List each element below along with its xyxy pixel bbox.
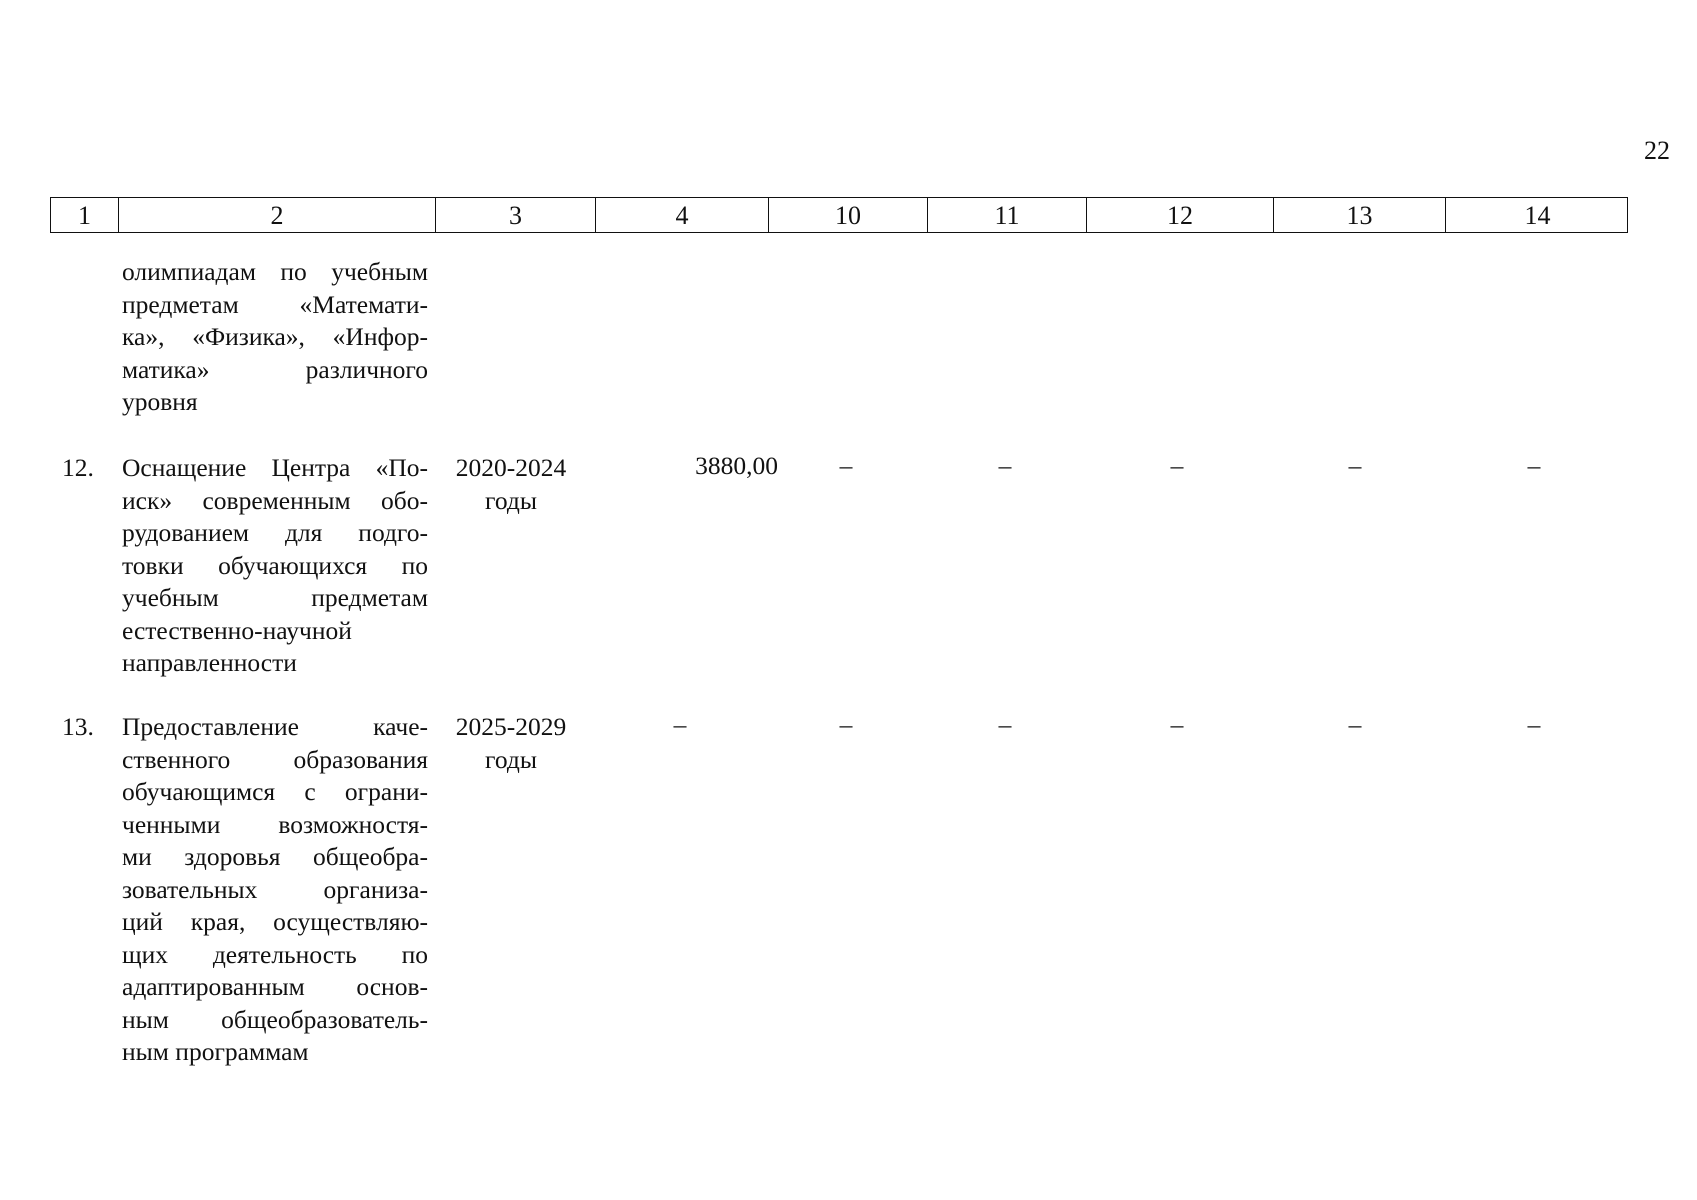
period-years: 2025-2029	[455, 712, 567, 741]
row-period	[436, 452, 586, 517]
period-years: 2020-2024	[455, 453, 567, 482]
header-col-4: 4	[596, 198, 769, 232]
header-col-12: 12	[1087, 198, 1274, 232]
row-period	[436, 711, 586, 776]
description-line: предметам «Математи-	[122, 289, 428, 319]
period-unit: годы	[485, 485, 537, 515]
row-number: 12.	[62, 453, 94, 482]
row-col-11-value: –	[998, 451, 1012, 480]
description-line: адаптированным основ-	[122, 972, 428, 1001]
row-col-10-value: –	[839, 710, 853, 739]
header-col-3: 3	[436, 198, 596, 232]
description-line: рудованием для подго-	[122, 518, 428, 547]
description-line: олимпиадам по учебным	[122, 257, 428, 286]
header-col-10: 10	[769, 198, 928, 232]
description-line: товки обучающихся по	[122, 550, 428, 580]
description-line: щих деятельность по	[122, 939, 428, 969]
period-unit: годы	[485, 744, 537, 774]
description-line: ным общеобразователь-	[122, 1004, 428, 1034]
description-line: Оснащение Центра «По-	[122, 453, 428, 482]
header-col-13: 13	[1274, 198, 1446, 232]
row-col-10-value: –	[839, 451, 853, 480]
continued-description	[122, 256, 428, 419]
description-line: ка», «Физика», «Инфор-	[122, 322, 428, 351]
row-col-4-value: –	[673, 710, 687, 739]
row-description	[122, 711, 428, 1069]
row-col-12-value: –	[1170, 451, 1184, 480]
column-number-header	[50, 197, 1628, 233]
row-col-14-value: –	[1527, 710, 1541, 739]
description-line: зовательных организа-	[122, 874, 428, 904]
description-line: направленности	[122, 648, 297, 677]
row-col-14-value: –	[1527, 451, 1541, 480]
description-line: учебным предметам	[122, 583, 428, 612]
description-line: обучающимся с ограни-	[122, 777, 428, 806]
description-line: ми здоровья общеобра-	[122, 842, 428, 871]
row-number: 13.	[62, 712, 94, 741]
row-col-13-value: –	[1348, 451, 1362, 480]
description-line: иск» современным обо-	[122, 485, 428, 515]
description-line: ственного образования	[122, 744, 428, 774]
description-line: ным программам	[122, 1037, 309, 1066]
description-line: Предоставление каче-	[122, 712, 428, 741]
description-line: уровня	[122, 387, 198, 416]
row-description	[122, 452, 428, 680]
header-col-2: 2	[119, 198, 436, 232]
description-line: ций края, осуществляю-	[122, 907, 428, 936]
header-col-11: 11	[928, 198, 1087, 232]
description-line: естественно-научной	[122, 615, 352, 645]
row-col-13-value: –	[1348, 710, 1362, 739]
header-col-14: 14	[1524, 201, 1551, 230]
header-col-1: 1	[51, 198, 119, 232]
row-col-4-value: 3880,00	[695, 451, 778, 480]
row-col-12-value: –	[1170, 710, 1184, 739]
page-number: 22	[1644, 136, 1670, 165]
description-line: матика» различного	[122, 354, 428, 384]
description-line: ченными возможностя-	[122, 809, 428, 839]
row-col-11-value: –	[998, 710, 1012, 739]
